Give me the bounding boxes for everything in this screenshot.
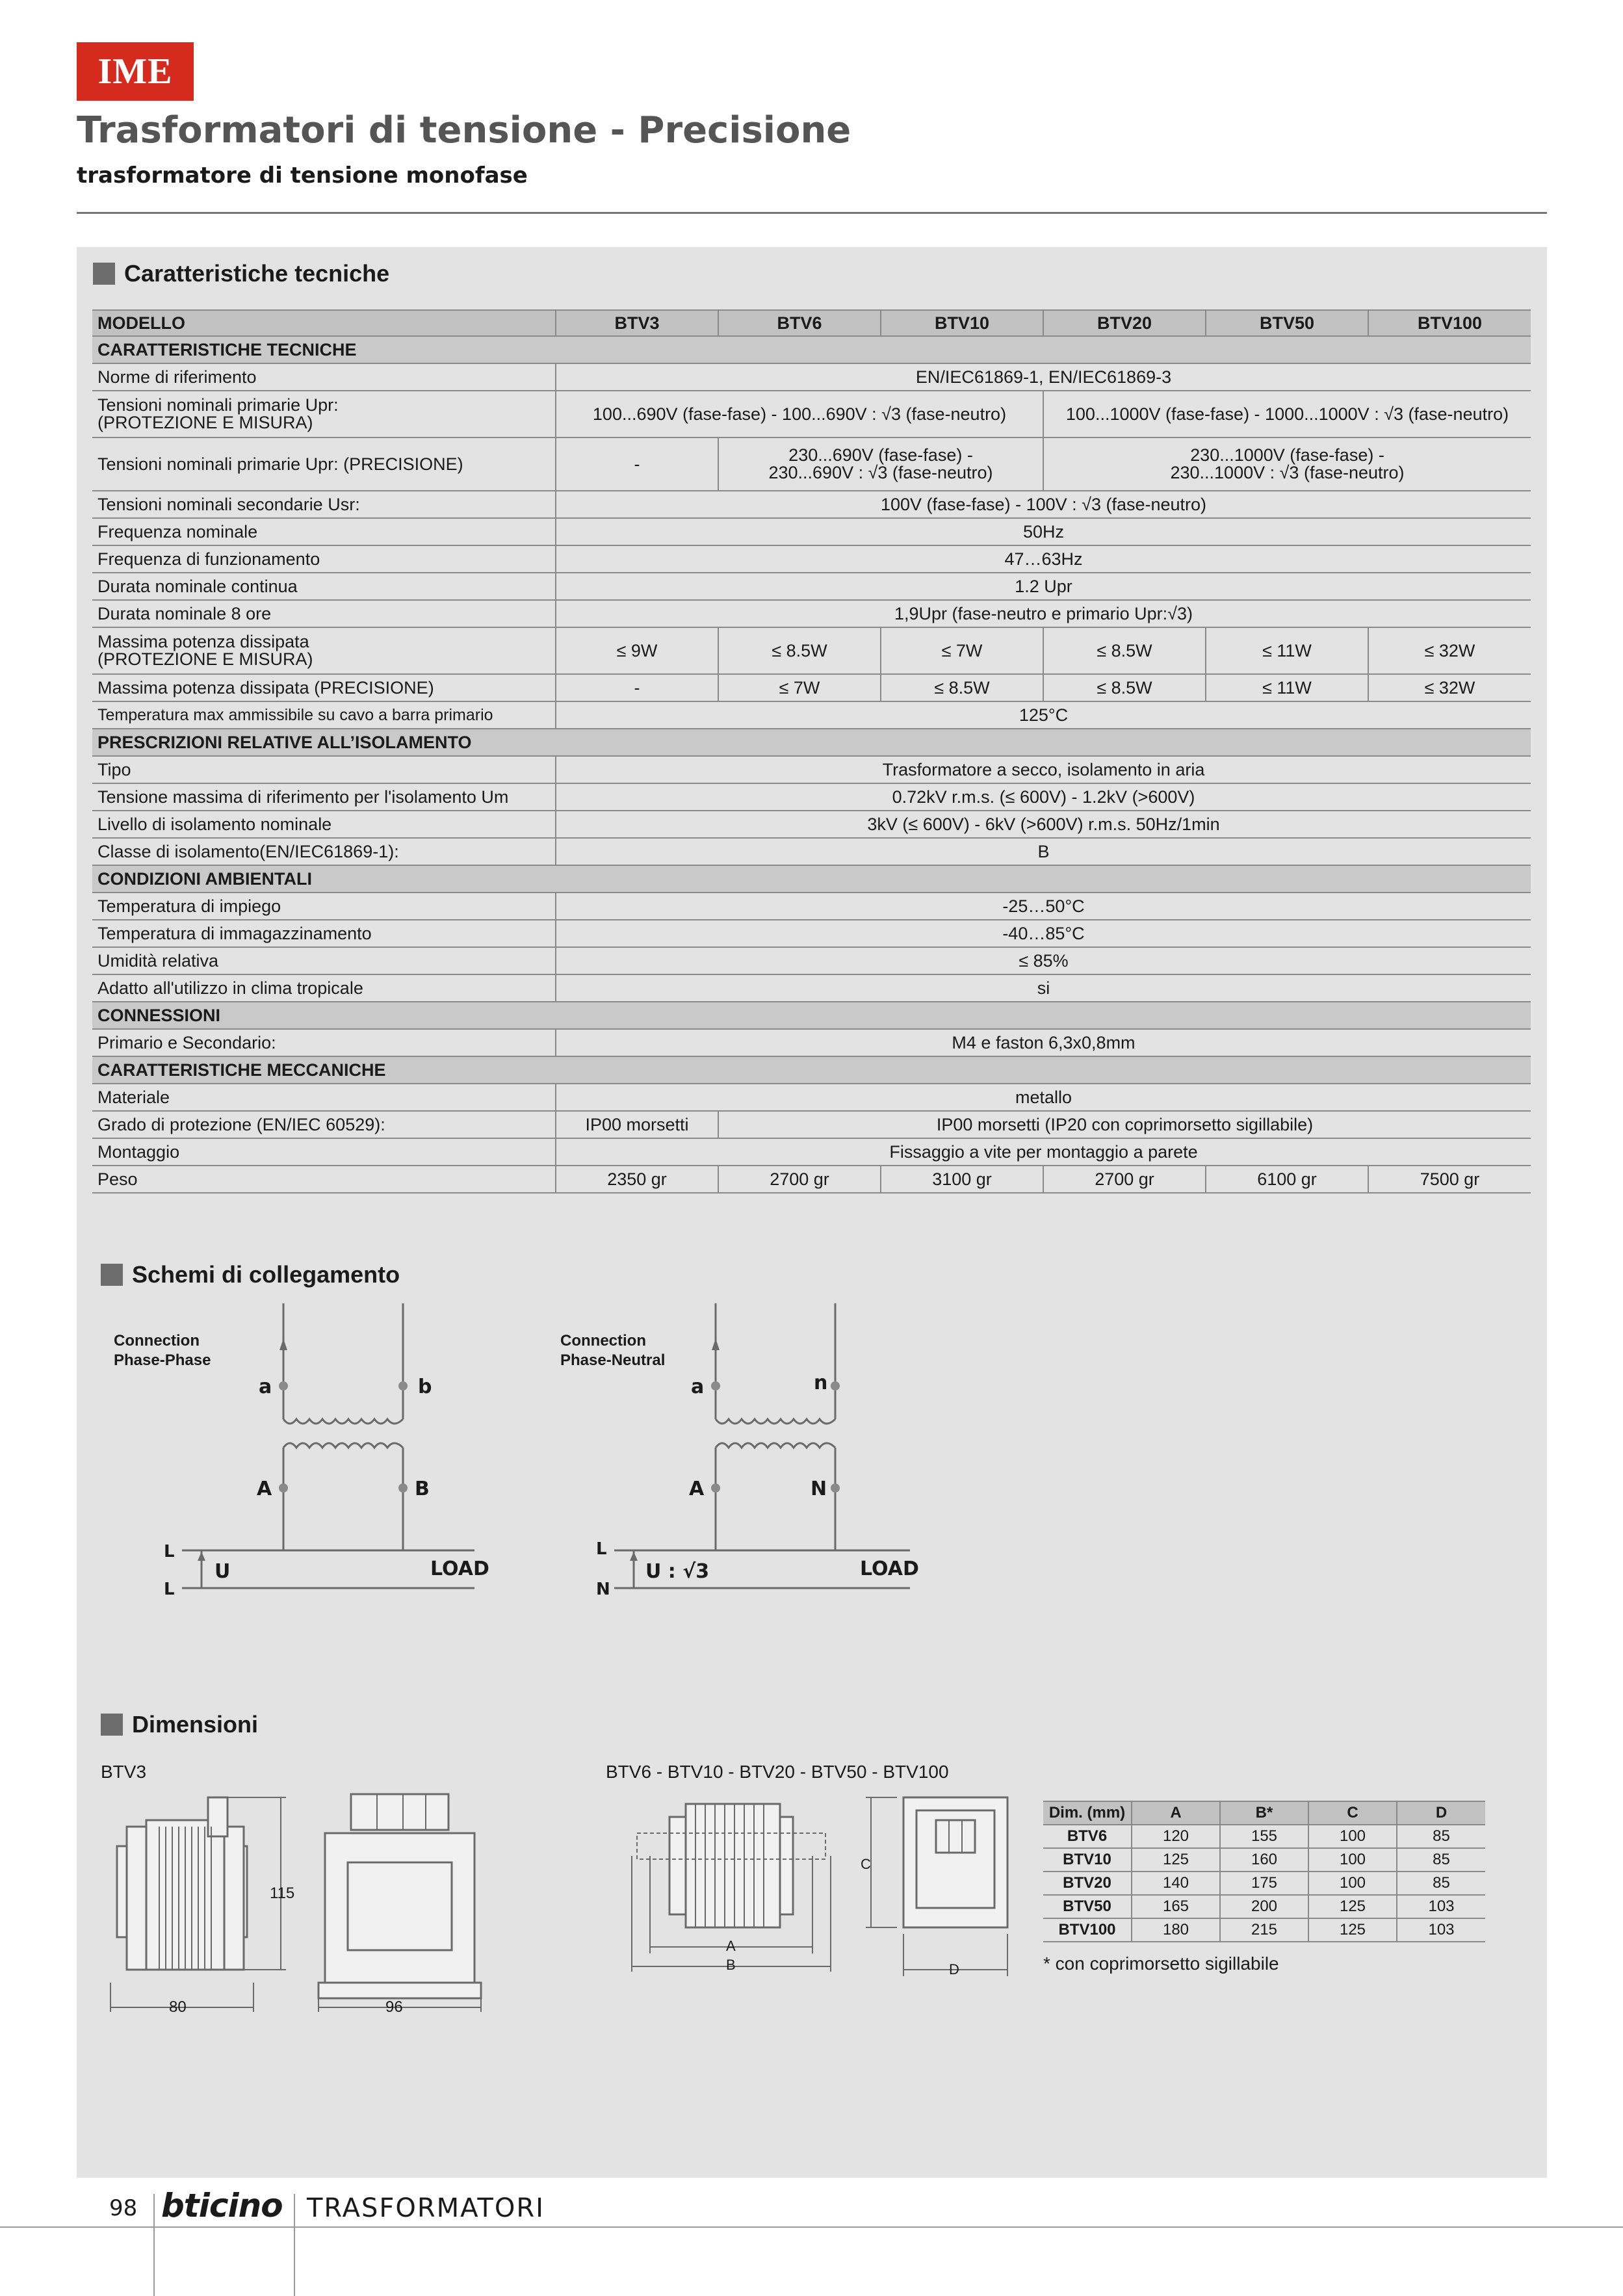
dim-cell: 125 <box>1308 1918 1397 1942</box>
dim-cell: BTV100 <box>1043 1918 1132 1942</box>
table-header-cell: BTV20 <box>1043 310 1206 336</box>
dim-cell: 180 <box>1132 1918 1220 1942</box>
row-label: Tensioni nominali primarie Upr: (PROTEZIONE E MISURA) <box>92 391 556 437</box>
table-row <box>92 920 1531 947</box>
dim-D-label: D <box>949 1961 959 1977</box>
section-title-dims: Dimensioni <box>101 1711 258 1738</box>
table-row <box>92 838 1531 865</box>
table-row <box>92 1084 1531 1111</box>
row-value: 125°C <box>556 701 1531 729</box>
dim-header-cell: B* <box>1220 1801 1308 1825</box>
row-value: -40…85°C <box>556 920 1531 947</box>
row-label: Peso <box>92 1166 556 1193</box>
row-value: Fissaggio a vite per montaggio a parete <box>556 1138 1531 1166</box>
terminal-a-label: a <box>691 1376 705 1398</box>
voltage-label: U : √3 <box>645 1560 710 1583</box>
row-value: 50Hz <box>556 518 1531 545</box>
square-bullet-icon <box>101 1714 123 1736</box>
row-value: ≤ 32W <box>1368 627 1531 674</box>
dim-cell: 100 <box>1308 1848 1397 1872</box>
terminal-A-label: A <box>257 1478 272 1500</box>
dim-header-cell: A <box>1132 1801 1220 1825</box>
dim-cell: BTV50 <box>1043 1895 1132 1918</box>
footer-separator <box>153 2194 155 2296</box>
row-label: Temperatura di impiego <box>92 893 556 920</box>
row-label: Primario e Secondario: <box>92 1029 556 1056</box>
row-value: 2700 gr <box>1043 1166 1206 1193</box>
group-label: CONDIZIONI AMBIENTALI <box>92 865 1531 893</box>
table-row <box>92 1029 1531 1056</box>
row-value: ≤ 8.5W <box>881 674 1043 701</box>
spec-table <box>92 309 1531 1194</box>
load-label: LOAD <box>430 1558 489 1580</box>
phase-phase-wiring-diagram <box>156 1297 494 1602</box>
phase-neutral-wiring-diagram <box>588 1297 926 1602</box>
row-label: Durata nominale 8 ore <box>92 600 556 627</box>
dim-cell: 85 <box>1397 1848 1485 1872</box>
row-label: Tipo <box>92 756 556 783</box>
ime-logo: IME <box>77 42 194 101</box>
row-label: Norme di riferimento <box>92 363 556 391</box>
dimension-footnote: * con coprimorsetto sigillabile <box>1043 1953 1279 1974</box>
dim-table-row <box>1043 1848 1485 1872</box>
dim-cell: BTV10 <box>1043 1848 1132 1872</box>
section-title-schemes: Schemi di collegamento <box>101 1261 400 1288</box>
row-value: Trasformatore a secco, isolamento in aria <box>556 756 1531 783</box>
table-header-cell: MODELLO <box>92 310 556 336</box>
row-label: Massima potenza dissipata (PRECISIONE) <box>92 674 556 701</box>
table-row <box>92 627 1531 674</box>
row-value: 47…63Hz <box>556 545 1531 573</box>
dim-table-header-row <box>1043 1801 1485 1825</box>
dim-cell: 155 <box>1220 1825 1308 1848</box>
dim-cell: 85 <box>1397 1872 1485 1895</box>
row-label: Montaggio <box>92 1138 556 1166</box>
row-value: IP00 morsetti <box>556 1111 718 1138</box>
dim-cell: BTV20 <box>1043 1872 1132 1895</box>
row-label: Classe di isolamento(EN/IEC61869-1): <box>92 838 556 865</box>
row-value: IP00 morsetti (IP20 con coprimorsetto sigillabile) <box>718 1111 1531 1138</box>
dim-cell: 215 <box>1220 1918 1308 1942</box>
dim-cell: 165 <box>1132 1895 1220 1918</box>
table-header-cell: BTV3 <box>556 310 718 336</box>
table-group-row <box>92 865 1531 893</box>
dim-cell: 100 <box>1308 1872 1397 1895</box>
row-value: 100...690V (fase-fase) - 100...690V : √3 (fase-neutro) <box>556 391 1043 437</box>
dim-cell: 175 <box>1220 1872 1308 1895</box>
group-label: PRESCRIZIONI RELATIVE ALL’ISOLAMENTO <box>92 729 1531 756</box>
page-number: 98 <box>109 2195 138 2221</box>
terminal-A-label: A <box>689 1478 705 1500</box>
dim-cell: 103 <box>1397 1918 1485 1942</box>
row-value: 3kV (≤ 600V) - 6kV (>600V) r.m.s. 50Hz/1min <box>556 811 1531 838</box>
row-value: ≤ 7W <box>881 627 1043 674</box>
dim-cell: 140 <box>1132 1872 1220 1895</box>
dim-96-label: 96 <box>385 1998 403 2016</box>
table-row <box>92 1138 1531 1166</box>
table-row <box>92 783 1531 811</box>
table-header-cell: BTV50 <box>1206 310 1368 336</box>
bticino-logo: bticino <box>161 2187 283 2224</box>
row-value: ≤ 7W <box>718 674 881 701</box>
row-value: 2700 gr <box>718 1166 881 1193</box>
row-label: Materiale <box>92 1084 556 1111</box>
row-value: - <box>556 437 718 491</box>
line2-label: N <box>596 1580 610 1599</box>
row-value: ≤ 8.5W <box>1043 627 1206 674</box>
header-divider <box>77 212 1547 214</box>
dim-cell: 100 <box>1308 1825 1397 1848</box>
table-row <box>92 363 1531 391</box>
row-label: Tensioni nominali primarie Upr: (PRECISIONE) <box>92 437 556 491</box>
table-row <box>92 518 1531 545</box>
line2-label: L <box>164 1580 175 1599</box>
dim-header-cell: D <box>1397 1801 1485 1825</box>
row-label: Durata nominale continua <box>92 573 556 600</box>
row-label: Umidità relativa <box>92 947 556 974</box>
dim-115-label: 115 <box>270 1885 295 1902</box>
table-row <box>92 600 1531 627</box>
dim-cell: 160 <box>1220 1848 1308 1872</box>
footer-section-title: TRASFORMATORI <box>307 2193 545 2223</box>
table-row <box>92 545 1531 573</box>
dim-B-label: B <box>726 1957 736 1973</box>
table-row <box>92 674 1531 701</box>
row-label: Temperatura di immagazzinamento <box>92 920 556 947</box>
table-row <box>92 811 1531 838</box>
table-row <box>92 893 1531 920</box>
btv3-label: BTV3 <box>101 1762 147 1782</box>
table-header-cell: BTV10 <box>881 310 1043 336</box>
row-value: -25…50°C <box>556 893 1531 920</box>
row-value: EN/IEC61869-1, EN/IEC61869-3 <box>556 363 1531 391</box>
row-value: M4 e faston 6,3x0,8mm <box>556 1029 1531 1056</box>
row-value: 2350 gr <box>556 1166 718 1193</box>
table-row <box>92 947 1531 974</box>
row-label: Tensione massima di riferimento per l'isolamento Um <box>92 783 556 811</box>
row-label: Massima potenza dissipata (PROTEZIONE E MISURA) <box>92 627 556 674</box>
row-value: 6100 gr <box>1206 1166 1368 1193</box>
row-value: 1,9Upr (fase-neutro e primario Upr:√3) <box>556 600 1531 627</box>
row-label: Grado di protezione (EN/IEC 60529): <box>92 1111 556 1138</box>
row-value: 7500 gr <box>1368 1166 1531 1193</box>
dim-cell: BTV6 <box>1043 1825 1132 1848</box>
dim-C-label: C <box>861 1856 871 1872</box>
dimension-table <box>1043 1801 1485 1942</box>
row-value: ≤ 9W <box>556 627 718 674</box>
row-label: Adatto all'utilizzo in clima tropicale <box>92 974 556 1002</box>
square-bullet-icon <box>101 1264 123 1286</box>
dim-header-cell: C <box>1308 1801 1397 1825</box>
row-value: 100...1000V (fase-fase) - 1000...1000V : √3 (fase-neutro) <box>1043 391 1531 437</box>
page-title: Trasformatori di tensione - Precisione <box>77 109 851 151</box>
row-label: Frequenza nominale <box>92 518 556 545</box>
terminal-b-label: b <box>418 1376 432 1398</box>
dim-cell: 103 <box>1397 1895 1485 1918</box>
dim-table-row <box>1043 1825 1485 1848</box>
dim-table-row <box>1043 1872 1485 1895</box>
table-row <box>92 491 1531 518</box>
row-value: metallo <box>556 1084 1531 1111</box>
row-value: 230...690V (fase-fase) - 230...690V : √3 (fase-neutro) <box>718 437 1043 491</box>
row-value: B <box>556 838 1531 865</box>
row-value: 1.2 Upr <box>556 573 1531 600</box>
dim-cell: 85 <box>1397 1825 1485 1848</box>
table-row <box>92 391 1531 437</box>
row-value: 3100 gr <box>881 1166 1043 1193</box>
dim-80-label: 80 <box>169 1998 187 2016</box>
group-label: CARATTERISTICHE MECCANICHE <box>92 1056 1531 1084</box>
dim-cell: 125 <box>1132 1848 1220 1872</box>
group-label: CARATTERISTICHE TECNICHE <box>92 336 1531 363</box>
dim-cell: 200 <box>1220 1895 1308 1918</box>
table-row <box>92 701 1531 729</box>
row-value: 230...1000V (fase-fase) - 230...1000V : √3 (fase-neutro) <box>1043 437 1531 491</box>
dim-cell: 120 <box>1132 1825 1220 1848</box>
row-value: si <box>556 974 1531 1002</box>
terminal-n-label: n <box>814 1372 828 1394</box>
diagram2-caption: Connection Phase-Neutral <box>560 1332 666 1369</box>
dim-cell: 125 <box>1308 1895 1397 1918</box>
group-label: CONNESSIONI <box>92 1002 1531 1029</box>
voltage-label: U <box>214 1560 231 1583</box>
terminal-a-label: a <box>259 1376 272 1398</box>
table-row <box>92 974 1531 1002</box>
row-value: ≤ 8.5W <box>1043 674 1206 701</box>
row-value: 0.72kV r.m.s. (≤ 600V) - 1.2kV (>600V) <box>556 783 1531 811</box>
section-title-tech: Caratteristiche tecniche <box>93 260 389 287</box>
table-header-row <box>92 310 1531 336</box>
row-value: ≤ 11W <box>1206 627 1368 674</box>
row-value: ≤ 8.5W <box>718 627 881 674</box>
row-value: ≤ 11W <box>1206 674 1368 701</box>
table-header-cell: BTV100 <box>1368 310 1531 336</box>
row-value: 100V (fase-fase) - 100V : √3 (fase-neutro) <box>556 491 1531 518</box>
table-group-row <box>92 1002 1531 1029</box>
btv3-dimension-drawing <box>97 1788 500 2022</box>
table-group-row <box>92 1056 1531 1084</box>
row-label: Livello di isolamento nominale <box>92 811 556 838</box>
dim-table-row <box>1043 1918 1485 1942</box>
row-value: ≤ 85% <box>556 947 1531 974</box>
table-row <box>92 437 1531 491</box>
row-value: - <box>556 674 718 701</box>
large-models-label: BTV6 - BTV10 - BTV20 - BTV50 - BTV100 <box>606 1762 949 1782</box>
dim-table-row <box>1043 1895 1485 1918</box>
row-label: Frequenza di funzionamento <box>92 545 556 573</box>
btv-large-dimension-drawing <box>624 1791 1027 1986</box>
row-label: Temperatura max ammissibile su cavo a barra primario <box>92 701 556 729</box>
footer-separator <box>294 2194 295 2296</box>
table-row <box>92 1111 1531 1138</box>
table-header-cell: BTV6 <box>718 310 881 336</box>
row-label: Tensioni nominali secondarie Usr: <box>92 491 556 518</box>
diagram1-caption: Connection Phase-Phase <box>114 1332 211 1369</box>
row-value: ≤ 32W <box>1368 674 1531 701</box>
table-row <box>92 1166 1531 1193</box>
table-row <box>92 573 1531 600</box>
page-subtitle: trasformatore di tensione monofase <box>77 163 528 189</box>
dim-header-cell: Dim. (mm) <box>1043 1801 1132 1825</box>
table-group-row <box>92 729 1531 756</box>
footer-divider <box>0 2226 1623 2228</box>
dim-A-label: A <box>726 1938 736 1954</box>
table-group-row <box>92 336 1531 363</box>
table-row <box>92 756 1531 783</box>
terminal-B-label: B <box>415 1478 430 1500</box>
terminal-N-label: N <box>811 1478 827 1500</box>
square-bullet-icon <box>93 263 115 285</box>
line1-label: L <box>596 1539 607 1559</box>
load-label: LOAD <box>860 1558 919 1580</box>
line1-label: L <box>164 1542 175 1561</box>
